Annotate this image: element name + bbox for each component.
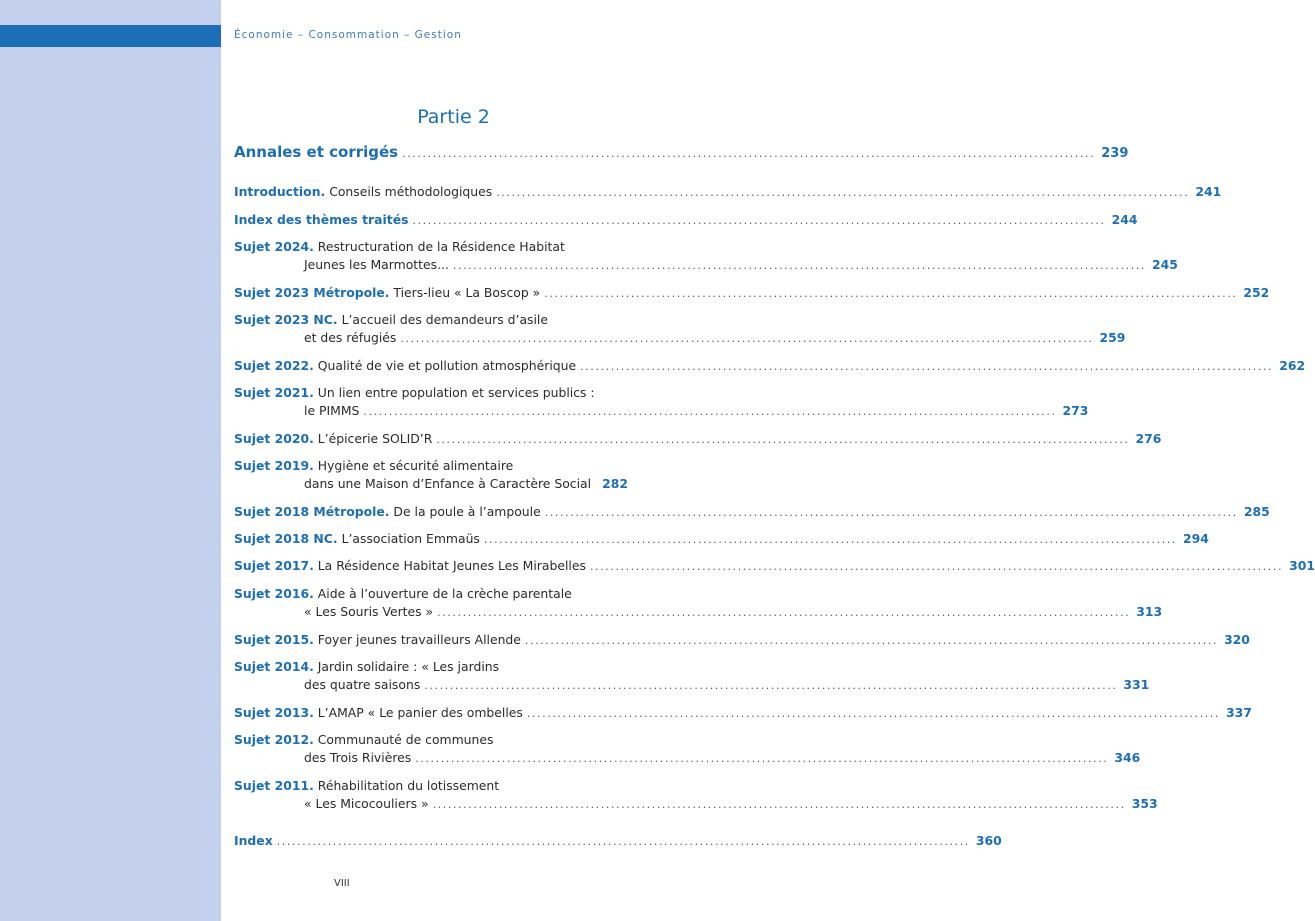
toc-main-page: 239 [1101,146,1129,161]
toc-entry-label: Sujet 2016. [234,586,314,601]
toc-entry[interactable] [234,183,1222,201]
dot-leader: ........................................................................................................................................ [483,533,1178,546]
toc-entry-page: 353 [1131,796,1158,811]
toc-entry-page: 282 [602,476,628,491]
toc-entry-title: le PIMMS [304,403,360,418]
dot-leader: ........................................................................................................................................ [452,259,1147,272]
toc-entry-title: L’association Emmaüs [341,531,480,546]
toc-entry-title: Hygiène et sécurité alimentaire [317,458,514,473]
dot-leader: ........................................................................................................................................ [400,332,1094,345]
toc-entry-title: Réhabilitation du lotissement [317,778,500,793]
toc-entry-label: Sujet 2014. [234,659,314,674]
toc-entry-title: Un lien entre population et services publics : [317,385,595,400]
toc-entry-page: 252 [1243,285,1270,300]
toc-entry-label: Sujet 2015. [234,632,314,647]
toc-entry-page: 337 [1225,705,1252,720]
toc-entry-page: 245 [1152,257,1178,272]
toc-entry-label: Sujet 2023 NC. [234,312,338,327]
toc-entry-title: Jardin solidaire : « Les jardins [317,659,500,674]
dot-leader: ........................................................................................................................................ [437,606,1131,619]
toc-entry-title: « Les Micocouliers » [304,796,429,811]
toc-entry-label: Sujet 2013. [234,705,314,720]
toc-entry-title: Jeunes les Marmottes... [304,257,449,272]
toc-entry-page: 360 [975,833,1002,848]
dot-leader: ........................................................................................................................................ [580,360,1274,373]
toc-entry-page: 262 [1279,358,1306,373]
toc-entry-page: 313 [1136,604,1163,619]
table-of-contents [234,0,1315,921]
toc-entry-title: Tiers-lieu « La Boscop » [393,285,541,300]
toc-entry-title: L’AMAP « Le panier des ombelles [317,705,523,720]
toc-entry-title: « Les Souris Vertes » [304,604,434,619]
toc-entry[interactable] [234,430,1162,448]
toc-entry-title: Conseils méthodologiques [329,184,493,199]
toc-entry[interactable] [234,731,1141,767]
toc-entry-page: 276 [1135,431,1162,446]
toc-entry-page: 244 [1111,212,1138,227]
dot-leader: ........................................................................................................................................ [432,798,1126,811]
toc-entry-label: Sujet 2019. [234,458,314,473]
toc-entry-page: 273 [1062,403,1089,418]
dot-leader: ........................................................................................................................................ [496,186,1190,199]
toc-entry[interactable] [234,211,1138,229]
toc-entry[interactable] [234,704,1252,722]
dot-leader: ........................................................................................................................................ [526,707,1220,720]
toc-entry-label: Sujet 2022. [234,358,314,373]
toc-entry-label: Index des thèmes traités [234,212,409,227]
toc-entry[interactable] [234,457,628,493]
toc-entry[interactable] [234,658,1150,694]
toc-entry-title: De la poule à l’ampoule [393,504,541,519]
toc-entry-title: des quatre saisons [304,677,421,692]
toc-entry-title: La Résidence Habitat Jeunes Les Mirabelles [317,558,586,573]
running-header: Économie – Consommation – Gestion [234,29,462,41]
toc-entry-page: 241 [1195,184,1222,199]
toc-entry[interactable] [234,284,1270,302]
toc-entry[interactable] [234,557,1315,575]
toc-entry-page: 320 [1224,632,1250,647]
toc-entry-label: Index [234,833,273,848]
part-title: Partie 2 [417,106,490,128]
toc-entry-title: dans une Maison d’Enfance à Caractère Social [304,476,592,491]
toc-entry-page: 346 [1114,750,1141,765]
toc-entry-label: Sujet 2012. [234,732,314,747]
dot-leader: ........................................................................................................................................ [436,433,1130,446]
toc-entry-title: Communauté de communes [317,732,494,747]
toc-main-entry[interactable] [234,143,1129,161]
toc-entry[interactable] [234,631,1250,649]
dot-leader: ........................................................................................................................................ [363,405,1057,418]
dot-leader: ........................................................................................................................................ [424,679,1118,692]
toc-entry-title: et des réfugiés [304,330,397,345]
toc-entry-title: Qualité de vie et pollution atmosphérique [317,358,577,373]
toc-entry-label: Sujet 2023 Métropole. [234,285,390,300]
toc-entry-page: 259 [1099,330,1126,345]
dot-leader [595,476,596,494]
toc-entry-label: Sujet 2024. [234,239,314,254]
toc-entry-label: Sujet 2021. [234,385,314,400]
toc-entry-label: Sujet 2011. [234,778,314,793]
toc-entry[interactable] [234,503,1270,521]
toc-entry[interactable] [234,832,1002,850]
toc-entry-label: Sujet 2018 Métropole. [234,504,390,519]
toc-entry-page: 294 [1183,531,1209,546]
toc-entry-title: des Trois Rivières [304,750,412,765]
toc-entry[interactable] [234,238,1178,274]
toc-entry[interactable] [234,311,1126,347]
toc-entry-page: 285 [1243,504,1270,519]
dot-leader: ........................................................................................................................................ [544,506,1238,519]
toc-entry-label: Introduction. [234,184,326,199]
toc-entry[interactable] [234,777,1158,813]
dot-leader: ........................................................................................................................................ [276,835,970,848]
toc-entry[interactable] [234,384,1089,420]
dot-leader: ........................................................................................................................................ [524,634,1219,647]
toc-entry-title: Restructuration de la Résidence Habitat [317,239,565,254]
toc-entry-label: Sujet 2020. [234,431,314,446]
toc-entry-title: Aide à l’ouverture de la crèche parentale [317,586,572,601]
toc-entry-page: 301 [1289,558,1315,573]
dot-leader: ........................................................................................................................................ [402,147,1096,160]
toc-entry-label: Sujet 2017. [234,558,314,573]
toc-main-label: Annales et corrigés [234,143,399,161]
toc-entry-title: Foyer jeunes travailleurs Allende [317,632,521,647]
left-margin-band [0,0,221,921]
page-number: VIII [334,878,350,889]
toc-entry-label: Sujet 2018 NC. [234,531,338,546]
toc-entry-page: 331 [1123,677,1150,692]
header-tab-bar [0,25,221,47]
toc-entry[interactable] [234,530,1209,548]
toc-entry[interactable] [234,585,1163,621]
toc-entry[interactable] [234,357,1306,375]
dot-leader: ........................................................................................................................................ [412,214,1106,227]
toc-entry-title: L’accueil des demandeurs d’asile [341,312,548,327]
dot-leader: ........................................................................................................................................ [415,752,1109,765]
toc-entry-title: L’épicerie SOLID’R [317,431,433,446]
dot-leader: ........................................................................................................................................ [589,560,1284,573]
dot-leader: ........................................................................................................................................ [544,287,1238,300]
